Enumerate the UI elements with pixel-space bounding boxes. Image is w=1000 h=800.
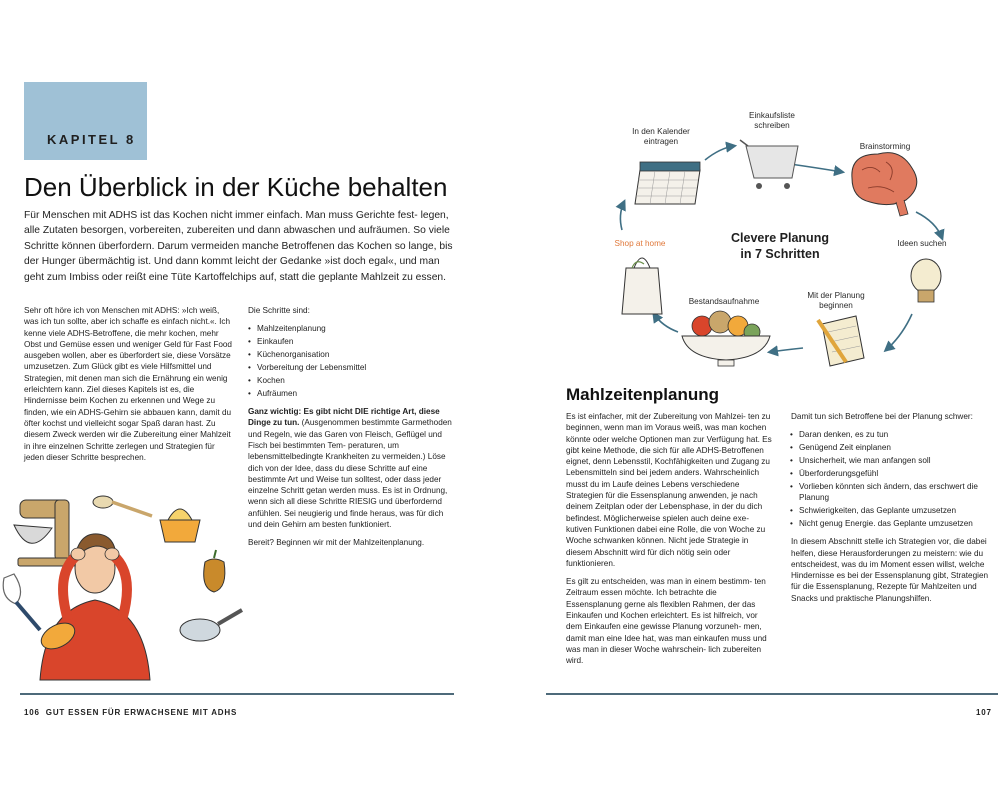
list-item: • Küchenorganisation — [257, 349, 454, 360]
footer-rule-right — [546, 693, 998, 695]
challenges-intro: Damit tun sich Betroffene bei der Planung schwer: — [791, 412, 973, 421]
list-item: • Überforderungsgefühl — [799, 468, 996, 479]
cycle-center-title — [720, 230, 840, 262]
list-item: • Schwierigkeiten, das Geplante umzusetzen — [799, 505, 996, 516]
cycle-arrow — [705, 146, 734, 160]
ready-paragraph: Bereit? Beginnen wir mit der Mahlzeitenplanung. — [248, 538, 425, 548]
cycle-arrow — [790, 164, 842, 172]
stand-mixer-icon — [14, 500, 76, 566]
step-kalender: In den Kalender eintragen — [632, 127, 690, 146]
list-item: • Nicht genug Energie. das Geplante umzusetzen — [799, 518, 996, 529]
body-paragraph: Sehr oft höre ich von Menschen mit ADHS: »Ich weiß, was ich tun sollte, aber ich schaffe es einfach nicht.«. Ich kenne viele ADHS-Betroffene, die mehr kochen, mehr Obst und Gemüse essen und weniger Geld für Fast Food ausgeben wollen, aber es überfordert sie, diese Vorsätze umzusetzen. Zum Glück gibt es viele Hilfsmittel und Strategien, mit denen man sich die Ernährung ein wenig erleichtern kann. Ziel dieses Kapitels ist es, die Hindernisse beim Kochen zu erkennen und Wege zu finden, wie ein ADHS-Gehirn sie abbauen kann, damit du öfter kochst und vielleicht sogar Spaß daran hast. Zu diesem Zweck werden wir die Zubereitung einer Mahlzeit in ihre einzelnen Schritte zerlegen und Strategien für jeden dieser Schritte besprechen. — [24, 306, 232, 462]
chapter-color-box — [24, 82, 147, 160]
body-paragraph: Es ist einfacher, mit der Zubereitung von Mahlzei- ten zu beginnen, wenn man im Voraus weiß, was man kochen könnte oder welche Optionen man zur Verfügung hat. Es gibt keine Methode, die sich für alle ADHS-Betroffenen eignet, denn Lebensstil, Kochfähigkeiten und Zugang zu Lebensmitteln sind bei jedem anders. Wahrscheinlich musst du im Laufe deines Lebens verschiedene Strategien für die Essensplanung anwenden, je nach deinem Zeitplan oder der Lebensphase, in der du dich befindest. Möglicherweise spielen auch deine exe- kutiven Funktionen dabei eine Rolle, die von Woche zu Woche schwanken können. Nicht jede Strategie in diesem Abschnitt wird für dich nötig sein oder funktionieren. — [566, 412, 772, 568]
chapter-title: Den Überblick in der Küche behalten — [24, 172, 448, 202]
left-column-2 — [248, 305, 454, 556]
right-column-1 — [566, 411, 772, 674]
cycle-arrow — [886, 314, 912, 350]
list-item: • Aufräumen — [257, 388, 454, 399]
step-einkaufsliste: Einkaufsliste schreiben — [749, 111, 795, 130]
cycle-center-line2: in 7 Schritten — [740, 247, 820, 261]
list-item: • Einkaufen — [257, 336, 454, 347]
page-number: 106 — [24, 708, 40, 717]
important-rest: (Ausgenommen bestimmte Garmethoden und Regeln, wie das Garen von Fleisch, Geflügel und Fisch bei bestimmten Tem- peraturen, um lebensmittelbedingte Krankheiten zu vermeiden.) Löse dich von der Idee, dass du diese Schritte auf eine bestimmte Art und Weise tun solltest, oder dass jeder einzelne Schritt getan werden muss. Es ist in Ordnung, wenn sich all diese Schritte RIESIG und überfordernd anfühlen. Sei neugierig und finde heraus, was für dich und dein Gehirn am besten funktioniert. — [248, 418, 452, 530]
cycle-center-line1: Clevere Planung — [731, 231, 829, 245]
list-item: • Genügend Zeit einplanen — [799, 442, 996, 453]
wooden-spoon-icon — [93, 496, 152, 516]
steps-list — [248, 323, 454, 399]
right-column-2 — [791, 411, 996, 611]
page-number-right: 107 — [976, 708, 992, 717]
list-item: • Vorlieben könnten sich ändern, das erschwert die Planung — [799, 481, 996, 504]
step-shop: Shop at home — [614, 239, 666, 248]
section-title: Mahlzeitenplanung — [566, 385, 719, 404]
footer-left — [24, 708, 237, 717]
cycle-arrow — [620, 202, 624, 230]
shopping-cart-icon — [740, 140, 798, 189]
calendar-icon — [635, 162, 700, 204]
list-item: • Mahlzeitenplanung — [257, 323, 454, 334]
list-item: • Unsicherheit, wie man anfangen soll — [799, 455, 996, 466]
list-item: • Kochen — [257, 375, 454, 386]
steps-intro: Die Schritte sind: — [248, 306, 310, 315]
running-title: GUT ESSEN FÜR ERWACHSENE MIT ADHS — [45, 708, 238, 717]
fruit-bowl-icon — [682, 311, 770, 366]
important-paragraph — [248, 406, 454, 530]
kitchen-illustration — [0, 470, 250, 680]
step-planung: Mit der Planung beginnen — [807, 291, 865, 310]
strategies-paragraph: In diesem Abschnitt stelle ich Strategien vor, die dabei helfen, diese Herausforderungen zu meistern: wie du entscheidest, was du im Moment essen willst, welche Hindernisse es bei der Essensplanung gibt, Strategien für die Essensplanung, Rezepte für Mahlzeiten und Snacks und praktische Planungshilfen. — [791, 537, 989, 603]
body-paragraph: Es gilt zu entscheiden, was man in einem bestimm- ten Zeitraum essen möchte. Ich betrachte die Essensplanung gerne als flexiblen Rahmen, der das Einkaufen und Kochen erleichtert. Es ist hilfreich, vor dem Einkaufen eine gewisse Planung vorzuneh- men, damit man eine Idee hat, was man einkaufen muss und was man in dieser Woche wahrschein- lich zubereiten wird. — [566, 577, 767, 666]
list-item: • Daran denken, es zu tun — [799, 429, 996, 440]
light-bulb-icon — [911, 259, 941, 302]
cycle-arrow — [654, 314, 678, 332]
citrus-juicer-icon — [160, 509, 200, 542]
step-brainstorming: Brainstorming — [859, 142, 911, 151]
shopping-bag-icon — [622, 258, 662, 314]
left-column-1 — [24, 305, 234, 470]
chapter-label: KAPITEL 8 — [47, 132, 136, 147]
important-bold: Ganz wichtig: Es gibt nicht DIE richtige Art, diese Dinge zu tun. — [248, 407, 440, 428]
step-ideen: Ideen suchen — [897, 239, 947, 248]
notepad-pencil-icon — [818, 316, 864, 366]
intro-paragraph: Für Menschen mit ADHS ist das Kochen nicht immer einfach. Man muss Gerichte fest- legen, alle Zutaten besorgen, vorbereiten, zubereiten und dann abwaschen und aufräumen. So viele Schritte können überfordern. Darum vermeiden manche Betroffenen das Kochen so lange, bis der Hunger übermächtig ist. Und dann kommt leicht der Gedanke »ist doch egal«, und man geht zum Imbiss oder reißt eine Tüte Kartoffelchips auf, statt die geplante Mahlzeit zu essen. — [24, 210, 453, 283]
cycle-arrow — [916, 212, 942, 238]
step-bestand: Bestandsaufnahme — [688, 297, 760, 306]
list-item: • Vorbereitung der Lebensmittel — [257, 362, 454, 373]
footer-rule-left — [20, 693, 454, 695]
frying-pan-icon — [180, 610, 242, 641]
bell-pepper-icon — [204, 550, 225, 592]
whisk-icon — [3, 574, 40, 630]
challenges-list — [791, 429, 996, 529]
brain-icon — [852, 153, 917, 216]
cycle-arrow — [770, 348, 803, 352]
